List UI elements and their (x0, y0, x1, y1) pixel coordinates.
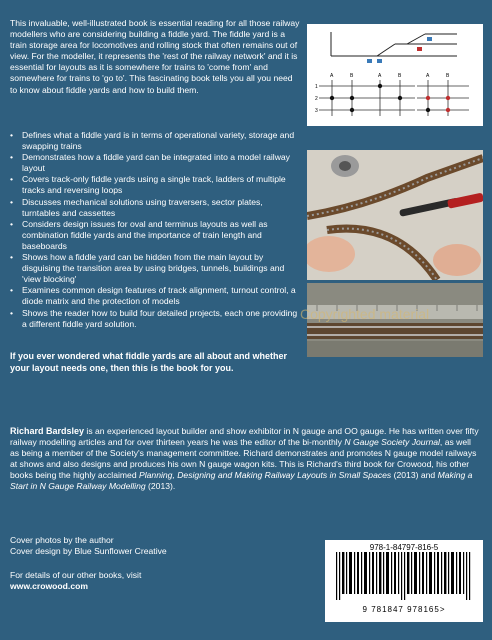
list-item: • Discusses mechanical solutions using traversers, sector plates, turntables and cassettes (10, 197, 300, 219)
website-text: For details of our other books, visit (10, 570, 142, 580)
diagram-row-label: 3 (315, 108, 318, 114)
barcode (325, 540, 483, 622)
photo-credit: Cover photos by the author (10, 535, 114, 545)
author-bio: Richard Bardsley is an experienced layout builder and show exhibitor in N gauge and OO gauge. He has written over fifty railway modelling articles and for over thirteen years he was the editor of the bi-monthly N Gauge Society Journal, as well as being a member of the Society's management committee. Richard demonstrates and promotes N gauge model railways at shows and also designs and produces his own N gauge wagon kits. This is Richard's third book for Crowood, his other books being the highly acclaimed Planning, Designing and Making Railway Layouts in Small Spaces (2013) and Making a Start in N Gauge Railway Modelling (2013). (10, 426, 479, 492)
soldering-photo (307, 150, 483, 280)
watermark: Copyrighted material (300, 306, 430, 322)
soldering-photo-svg (307, 150, 483, 280)
intro-paragraph: This invaluable, well-illustrated book is essential reading for all those railway modellers who are considering building a fiddle yard. The fiddle yard is a train storage area for locomotives and rolling stock that often remains out of view. For the modeller, it represents the 'rest of the railway network' and it is essential for layouts as it is somewhere for trains to 'come from' and somewhere for trains to 'go to'. This fascinating book tells you all you need to know about fiddle yards and how to build them. (10, 18, 300, 95)
feature-list (10, 130, 300, 330)
list-item: • Covers track-only fiddle yards using a single track, ladders of multiple tracks and reversing loops (10, 174, 300, 196)
list-item: • Defines what a fiddle yard is in terms of operational variety, storage and swapping trains (10, 130, 300, 152)
list-item: • Considers design issues for oval and terminus layouts as well as combination fiddle yards and the importance of train length and baseboards (10, 219, 300, 252)
diagram-col-label: A (426, 73, 430, 79)
diagram-col-label: A (378, 73, 382, 79)
design-credit: Cover design by Blue Sunflower Creative (10, 546, 167, 557)
track-diagram (307, 24, 483, 126)
list-item: • Shows how a fiddle yard can be hidden from the main layout by disguising the transition area by using bridges, tunnels, buildings and 'view blocking' (10, 252, 300, 285)
diagram-row-label: 1 (315, 84, 318, 90)
journal-title: N Gauge Society Journal (344, 437, 440, 448)
list-item: • Demonstrates how a fiddle yard can be integrated into a model railway layout (10, 152, 300, 174)
list-item: • Examines common design features of track alignment, turnout control, a diode matrix and the protection of models (10, 285, 300, 307)
barcode-arrow: > (439, 605, 446, 614)
website-link[interactable]: www.crowood.com (10, 581, 88, 592)
isbn-number: 978-1-84797-816-5 (369, 543, 439, 552)
website-info (10, 570, 260, 592)
diagram-col-label: B (446, 73, 450, 79)
diagram-col-label: B (350, 73, 354, 79)
author-name: Richard Bardsley (10, 426, 85, 436)
barcode-bars (334, 552, 474, 600)
diagram-col-label: A (330, 73, 334, 79)
track-diagram-svg (307, 24, 483, 126)
diagram-row-label: 2 (315, 96, 318, 102)
cover-credits (10, 535, 260, 557)
book-title: Planning, Designing and Making Railway Layouts in Small Spaces (139, 470, 392, 481)
list-item: • Shows the reader how to build four detailed projects, each one providing a different fiddle yard solution. (10, 308, 300, 330)
barcode-digits: 9 781847 978165> (362, 605, 446, 614)
diagram-col-label: B (398, 73, 402, 79)
closing-statement: If you ever wondered what fiddle yards are all about and whether your layout needs one, then this is the book for you. (10, 351, 288, 373)
book-title: Making a Start in N Gauge Railway Modelling (10, 470, 473, 492)
